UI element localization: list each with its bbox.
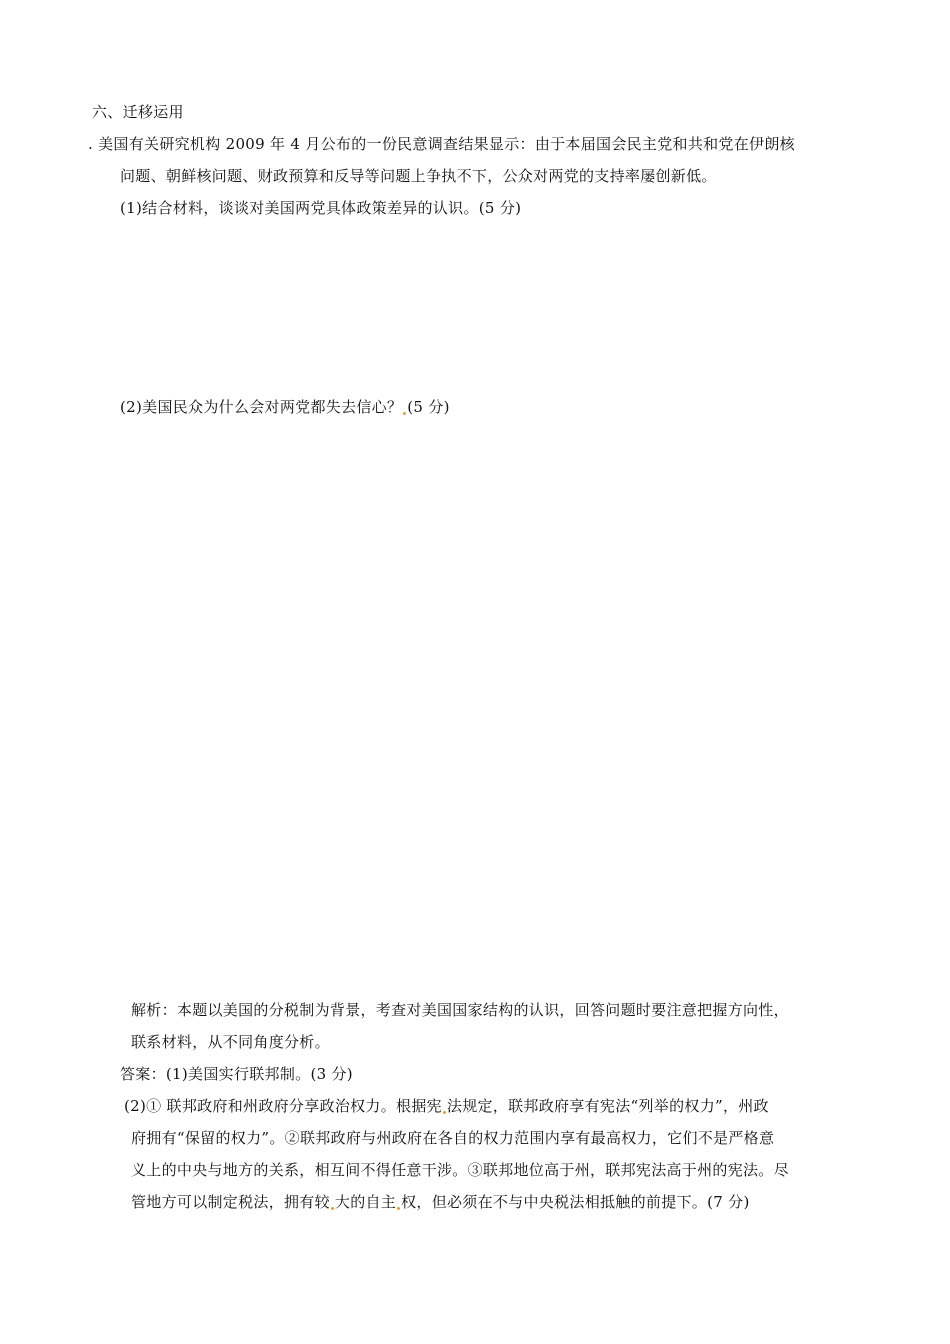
answer-line-1: 答案：(1)美国实行联邦制。(3 分) — [120, 1065, 353, 1083]
answer-line-3: 府拥有“保留的权力”。②联邦政府与州政府在各自的权力范围内享有最高权力，它们不是严格意 — [131, 1129, 775, 1147]
sub-question-2-text: (2)美国民众为什么会对两党都失去信心？ — [120, 398, 403, 416]
answer-line-2-part-a: (2)① 联邦政府和州政府分享政治权力。根据宪 — [124, 1097, 442, 1115]
analysis-line-2: 联系材料，从不同角度分析。 — [131, 1033, 330, 1051]
answer-line-5-part-a: 管地方可以制定税法，拥有较 — [131, 1193, 330, 1211]
question-text-line-1: . 美国有关研究机构 2009 年 4 月公布的一份民意调查结果显示：由于本届国会民主党和共和党在伊朗核 — [88, 135, 795, 153]
answer-line-2 — [124, 1096, 769, 1116]
answer-line-2-part-b: 法规定，联邦政府享有宪法“列举的权力”，州政 — [446, 1097, 769, 1115]
sub-question-1: (1)结合材料，谈谈对美国两党具体政策差异的认识。(5 分) — [120, 199, 522, 217]
answer-line-5 — [131, 1192, 750, 1212]
edit-mark-icon — [331, 1207, 334, 1210]
question-text-line-2: 问题、朝鲜核问题、财政预算和反导等问题上争执不下，公众对两党的支持率屡创新低。 — [120, 167, 717, 185]
answer-line-4: 义上的中央与地方的关系，相互间不得任意干涉。③联邦地位高于州，联邦宪法高于州的宪法。尽 — [131, 1161, 789, 1179]
section-heading: 六、迁移运用 — [92, 103, 184, 121]
answer-line-5-part-b: 大的自主 — [334, 1193, 397, 1211]
answer-line-5-part-c: 权，但必须在不与中央税法相抵触的前提下。(7 分) — [401, 1193, 750, 1211]
analysis-line-1: 解析：本题以美国的分税制为背景，考查对美国国家结构的认识，回答问题时要注意把握方向性， — [131, 1001, 789, 1019]
edit-mark-icon — [403, 412, 406, 415]
edit-mark-icon — [443, 1111, 446, 1114]
sub-question-2-score: (5 分) — [407, 398, 450, 416]
edit-mark-icon — [397, 1207, 400, 1210]
sub-question-2 — [120, 397, 450, 417]
